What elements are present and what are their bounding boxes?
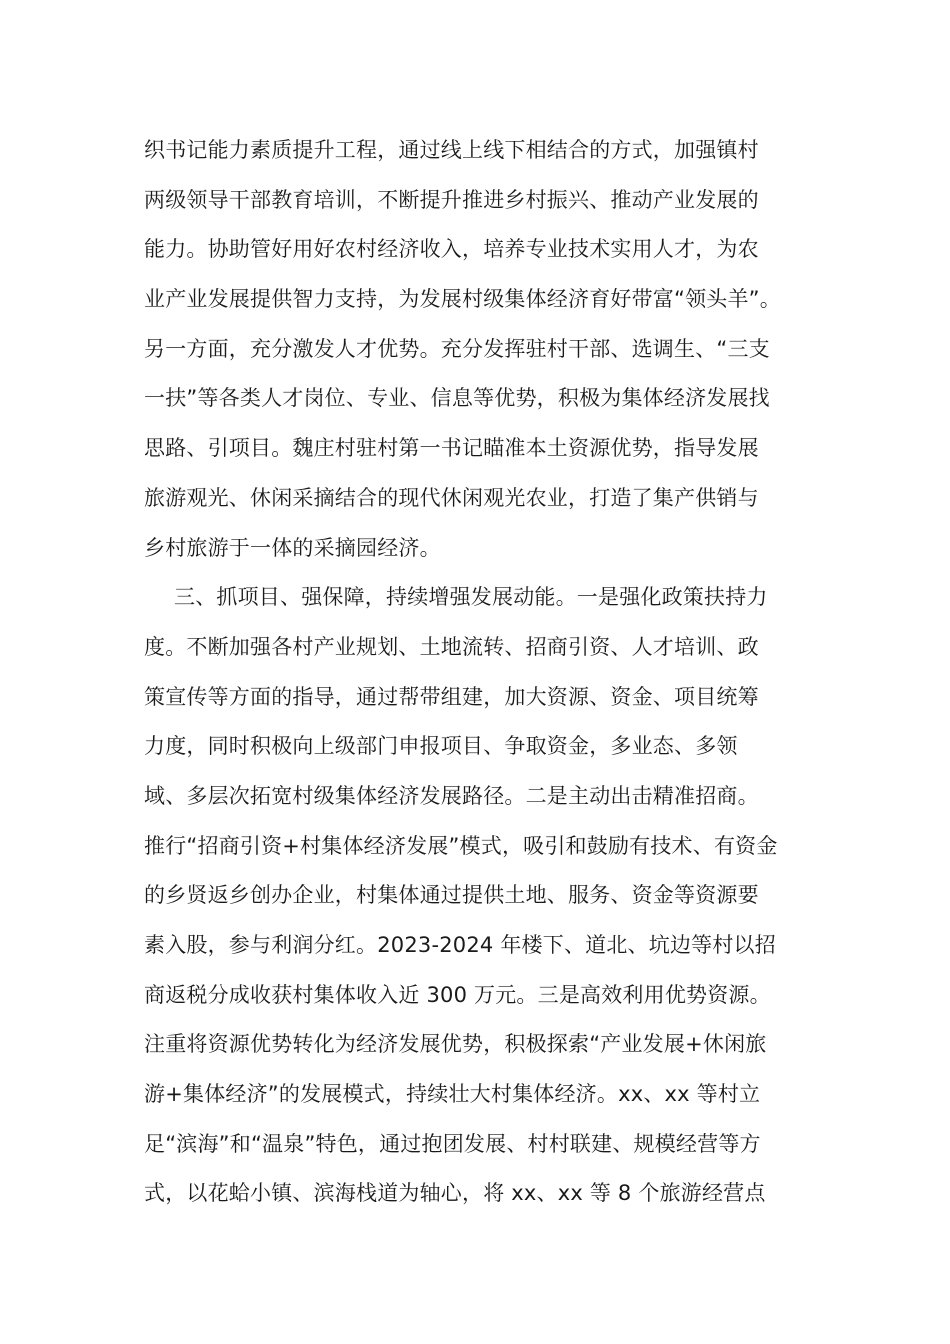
text-line: 游+集体经济”的发展模式，持续壮大村集体经济。xx、xx 等村立 [144,1082,761,1107]
text-line: 思路、引项目。魏庄村驻村第一书记瞄准本土资源优势，指导发展 [144,436,759,461]
section-heading-line: 三、抓项目、强保障，持续增强发展动能。一是强化政策扶持力 [174,585,768,610]
text-line: 度。不断加强各村产业规划、土地流转、招商引资、人才培训、政 [144,634,759,659]
text-line: 推行“招商引资+村集体经济发展”模式，吸引和鼓励有技术、有资金 [144,833,778,858]
text-line: 的乡贤返乡创办企业，村集体通过提供土地、服务、资金等资源要 [144,883,759,908]
text-line: 旅游观光、休闲采摘结合的现代休闲观光农业，打造了集产供销与 [144,485,759,510]
text-line: 注重将资源优势转化为经济发展优势，积极探索“产业发展+休闲旅 [144,1032,767,1057]
text-line: 两级领导干部教育培训，不断提升推进乡村振兴、推动产业发展的 [144,187,759,212]
text-line: 策宣传等方面的指导，通过帮带组建，加大资源、资金、项目统筹 [144,684,759,709]
text-line: 素入股，参与利润分红。2023-2024 年楼下、道北、坑边等村以招 [144,933,776,957]
text-line: 织书记能力素质提升工程，通过线上线下相结合的方式，加强镇村 [144,138,759,162]
text-line: 乡村旅游于一体的采摘园经济。 [144,535,441,560]
text-line: 商返税分成收获村集体收入近 300 万元。三是高效利用优势资源。 [144,982,771,1007]
text-line: 能力。协助管好用好农村经济收入，培养专业技术实用人才，为农 [144,237,759,262]
text-line: 域、多层次拓宽村级集体经济发展路径。二是主动出击精准招商。 [144,783,759,808]
text-line: 另一方面，充分激发人才优势。充分发挥驻村干部、选调生、“三支 [144,336,770,361]
text-line: 业产业发展提供智力支持，为发展村级集体经济育好带富“领头羊”。 [144,287,781,312]
text-line: 足“滨海”和“温泉”特色，通过抱团发展、村村联建、规模经营等方 [144,1131,761,1156]
text-line: 力度，同时积极向上级部门申报项目、争取资金，多业态、多领 [144,734,738,759]
text-line: 式，以花蛤小镇、滨海栈道为轴心，将 xx、xx 等 8 个旅游经营点 [144,1181,766,1206]
text-line: 一扶”等各类人才岗位、专业、信息等优势，积极为集体经济发展找 [144,386,770,411]
body-text [144,126,814,1219]
